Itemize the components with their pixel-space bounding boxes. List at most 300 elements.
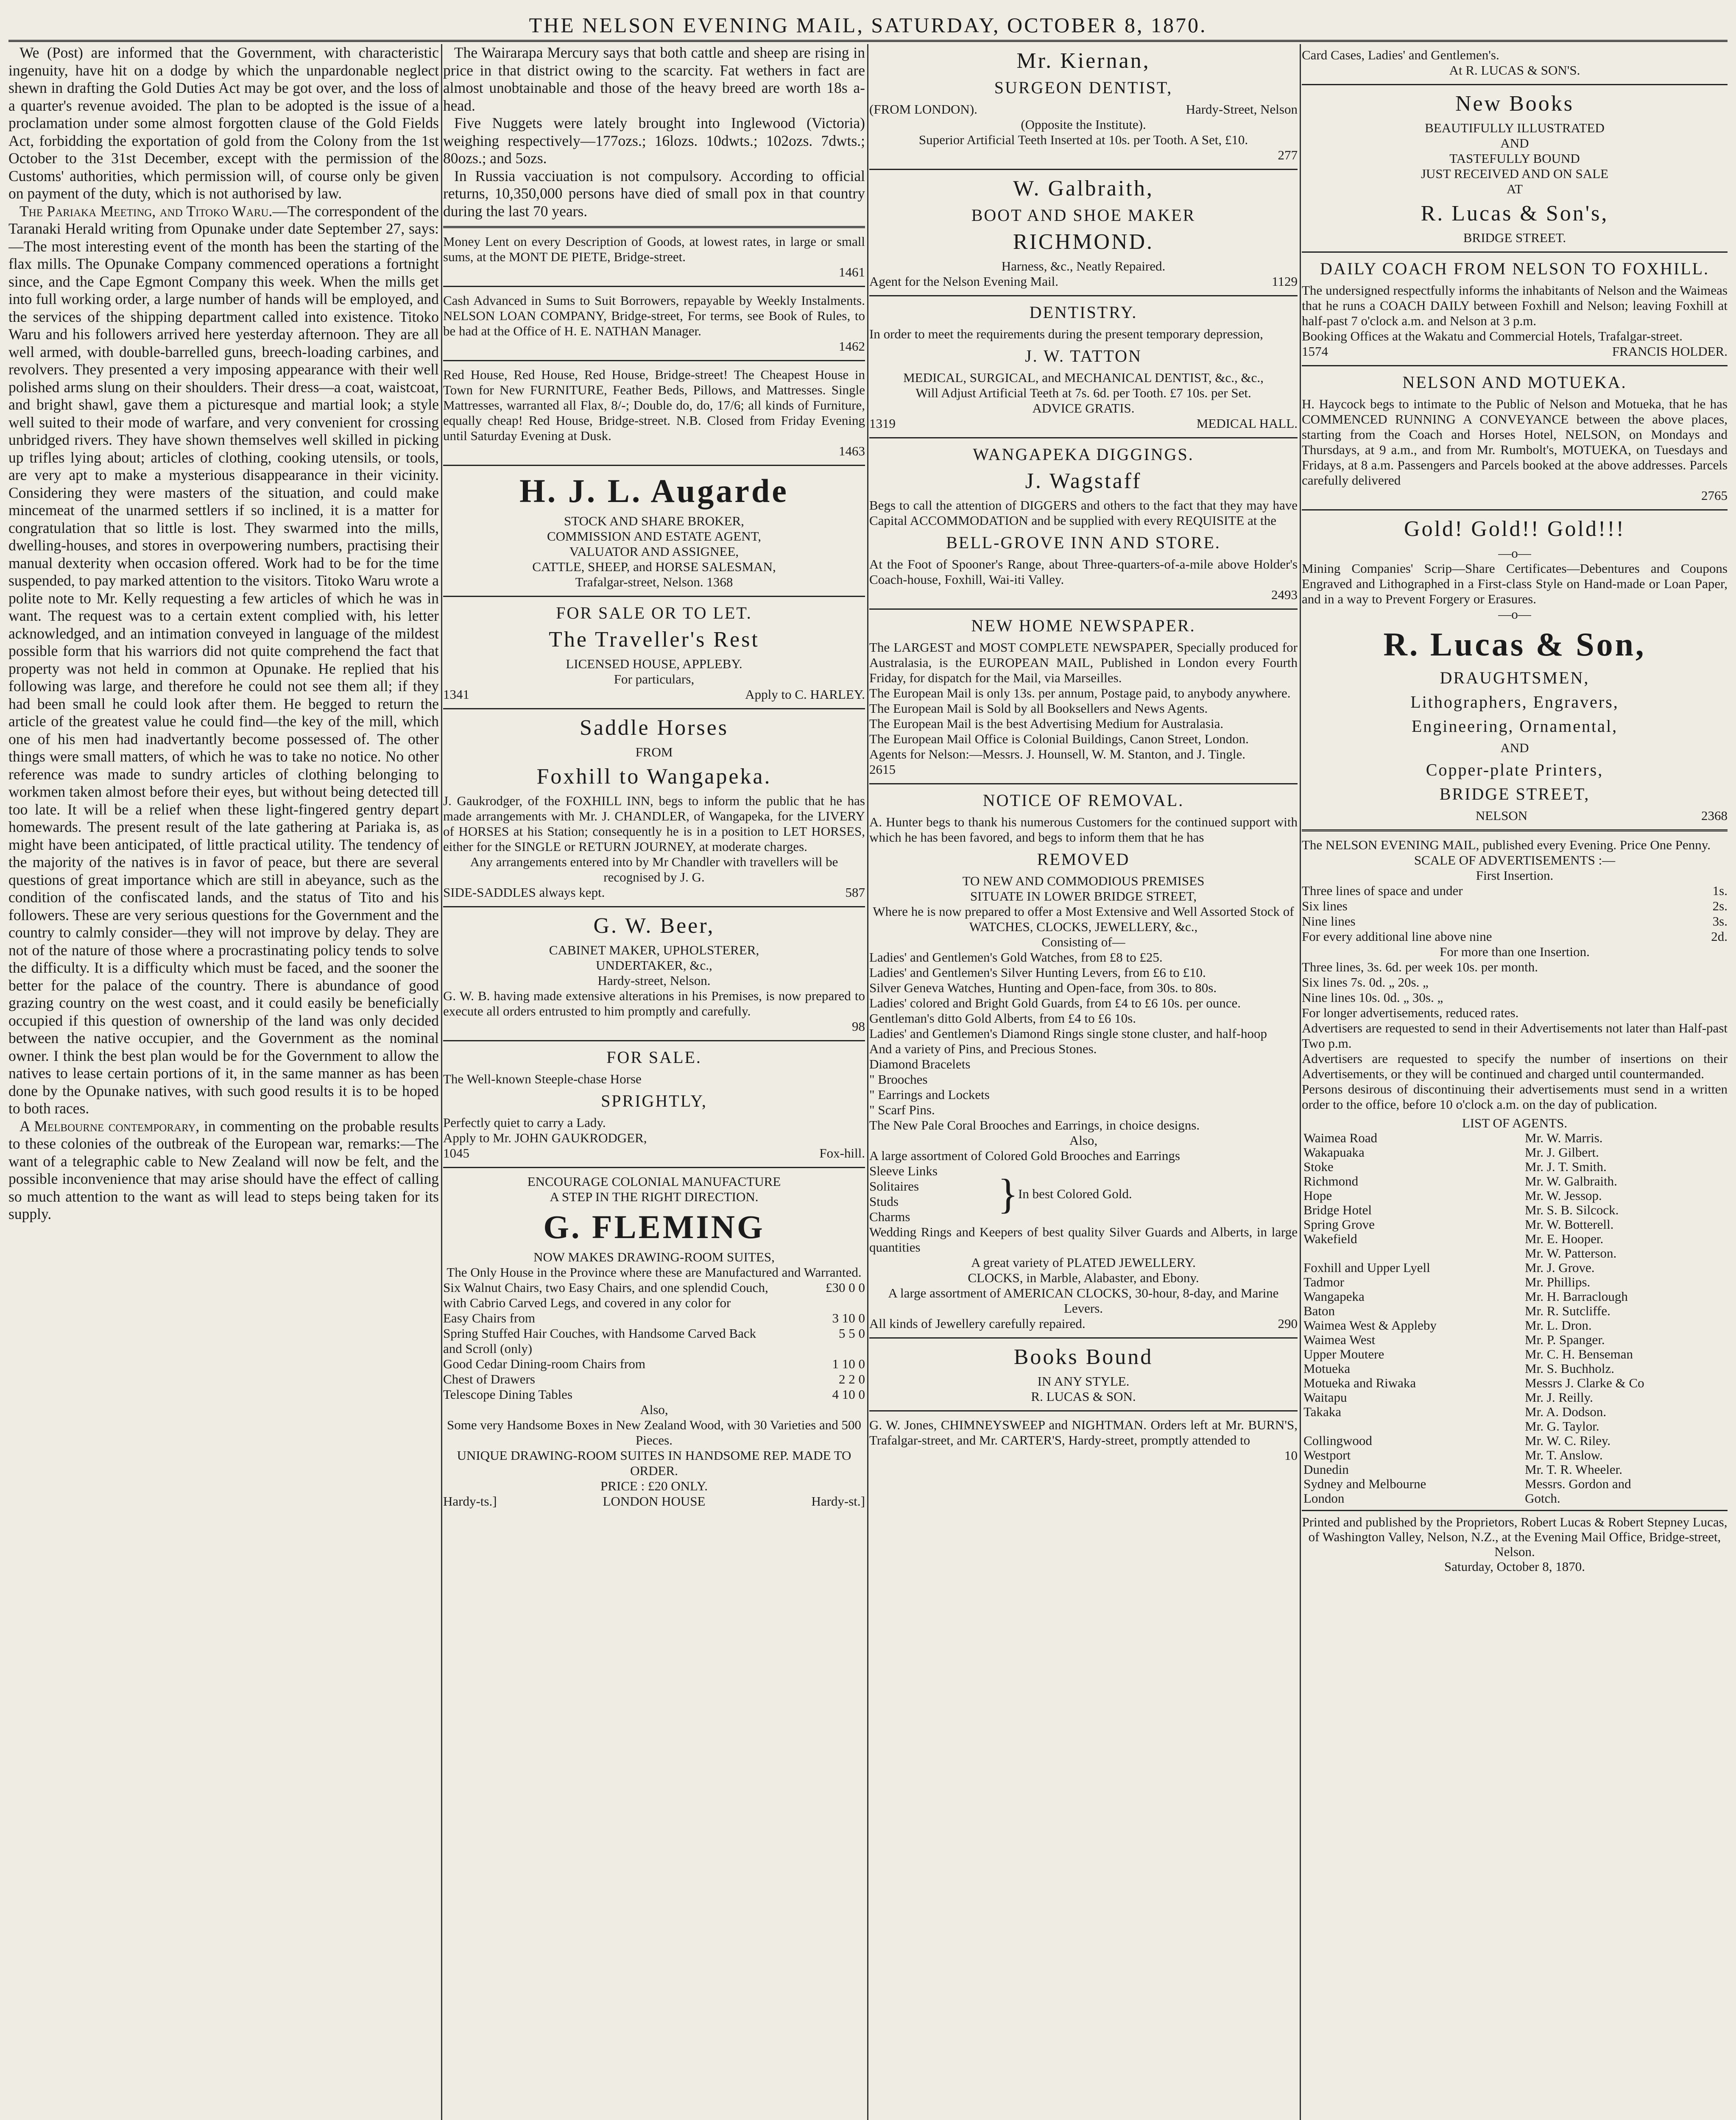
ad-line: MEDICAL HALL. [1196, 416, 1298, 431]
rate-row [1302, 929, 1728, 944]
ad-wangapeka [869, 444, 1298, 603]
ad-heading: FOR SALE OR TO LET. [556, 603, 752, 622]
ad-card-cases [1302, 47, 1728, 78]
price-value: 2 2 0 [839, 1372, 865, 1386]
ad-number: 1341 [443, 687, 469, 702]
ad-line: Also, [1069, 1133, 1098, 1148]
ad-text: Mining Companies' Scrip—Share Certificates—Debentures and Coupons Engraved and Lithographed in a First-class Style on Hand-made or Loan Paper, and in a way to Prevent Forgery or Erasures. [1302, 561, 1728, 606]
price-item: Good Cedar Dining-room Chairs from [443, 1356, 645, 1371]
ad-galbraith [869, 176, 1298, 289]
ad-dentistry [869, 302, 1298, 431]
table-row [1302, 1390, 1728, 1405]
agent-name: Mr. J. T. Smith. [1525, 1159, 1607, 1174]
imprint-date: Saturday, October 8, 1870. [1444, 1559, 1585, 1574]
ad-number: 1462 [839, 339, 865, 354]
ad-number: 290 [1278, 1316, 1298, 1331]
list-item: Silver Geneva Watches, Hunting and Open-face, from 30s. to 80s. [869, 980, 1217, 995]
ad-number: 1129 [1272, 274, 1298, 289]
ad-number: 2765 [1701, 488, 1728, 503]
ad-footer-mid: LONDON HOUSE [603, 1494, 706, 1509]
ad-mont-de-piete [443, 234, 865, 280]
ad-text: The undersigned respectfully informs the inhabitants of Nelson and the Waimeas that he runs a COACH DAILY between Foxhill and Nelson; leaving Foxhill at half-past 7 o'clock a.m. and Nelson at 3 p.m. [1302, 283, 1728, 328]
ad-title: J. Wagstaff [1025, 469, 1142, 493]
ad-line: BEAUTIFULLY ILLUSTRATED [1425, 120, 1605, 135]
ad-text: A. Hunter begs to thank his numerous Customers for the continued support with which he has been favored, and begs to inform them that he has [869, 815, 1298, 845]
table-row [1302, 1203, 1728, 1217]
ad-text: The European Mail is only 13s. per annum, Postage paid, to anybody anywhere. [869, 686, 1291, 700]
ad-line: Where he is now prepared to offer a Most Extensive and Well Assorted Stock of [873, 904, 1294, 919]
agent-place: Motueka [1303, 1361, 1351, 1376]
agent-name: Mr. W. Botterell. [1525, 1217, 1614, 1232]
table-row [1302, 1188, 1728, 1203]
ad-beer [443, 913, 865, 1034]
divider [869, 169, 1298, 170]
ad-line: BRIDGE STREET, [1439, 784, 1590, 803]
agent-place: Collingwood [1303, 1433, 1372, 1448]
ad-text: Any arrangements entered into by Mr Chandler with travellers will be recognised by J. G. [470, 854, 838, 884]
ad-line: First Insertion. [1476, 868, 1554, 883]
table-row [1302, 1434, 1728, 1448]
price-value: 4 10 0 [832, 1387, 865, 1402]
ad-line: AT [1507, 181, 1523, 196]
table-row [1302, 1491, 1728, 1506]
price-item: Spring Stuffed Hair Couches, with Handsome Carved Back and Scroll (only) [443, 1326, 756, 1356]
price-row [443, 1280, 865, 1311]
ad-line: Some very Handsome Boxes in New Zealand Wood, with 30 Varieties and 500 Pieces. [447, 1417, 861, 1448]
ad-line: UNDERTAKER, &c., [596, 958, 712, 973]
ad-line: BOOT AND SHOE MAKER [971, 206, 1196, 225]
divider [869, 1410, 1298, 1411]
ad-footer [443, 1494, 865, 1509]
ad-text: G. W. B. having made extensive alterations in his Premises, is now prepared to execute all orders entrusted to him promptly and carefully. [443, 988, 865, 1018]
table-row [1302, 1376, 1728, 1390]
ad-line: The Only House in the Province where these are Manufactured and Warranted. [447, 1265, 862, 1280]
ad-footer-left: Hardy-ts.] [443, 1494, 497, 1509]
ad-number: 587 [845, 885, 865, 900]
ad-line: Also, [640, 1402, 668, 1417]
ad-line: IN ANY STYLE. [1037, 1374, 1130, 1389]
ad-text: Agents for Nelson:—Messrs. J. Hounsell, W. M. Stanton, and J. Tingle. [869, 747, 1245, 762]
agent-place: Motueka and Riwaka [1303, 1375, 1416, 1390]
column-news-1 [8, 44, 439, 2120]
agents-list [1302, 1116, 1728, 1506]
ad-line: For more than one Insertion. [1440, 944, 1590, 959]
ad-number: 277 [1278, 148, 1298, 162]
agent-name: Mr. T. R. Wheeler. [1525, 1462, 1622, 1477]
agent-name: Mr. H. Barraclough [1525, 1289, 1628, 1304]
price-item: Easy Chairs from [443, 1311, 535, 1325]
price-item: Six Walnut Chairs, two Easy Chairs, and one splendid Couch, with Cabrio Carved Legs, and covered in any color for [443, 1280, 768, 1310]
ad-saddle-horses [443, 715, 865, 900]
divider [1302, 251, 1728, 253]
divider [869, 295, 1298, 296]
agent-name: Mr. W. Marris. [1525, 1130, 1603, 1145]
ad-line: Wedding Rings and Keepers of best quality Silver Guards and Alberts, in large quantities [869, 1225, 1298, 1255]
ad-number: 1463 [839, 444, 865, 458]
agent-place: Wangapeka [1303, 1289, 1365, 1304]
divider [443, 1167, 865, 1168]
price-row [443, 1387, 865, 1402]
agent-name: Mr. S. Buchholz. [1525, 1361, 1615, 1376]
agent-place: Wakapuaka [1303, 1145, 1365, 1160]
ad-line: Consisting of— [1041, 934, 1125, 949]
agent-place: Stoke [1303, 1159, 1334, 1174]
ad-title: G. FLEMING [543, 1208, 765, 1245]
list-item: Ladies' colored and Bright Gold Guards, from £4 to £6 10s. per ounce. [869, 996, 1241, 1010]
agent-name: Mr. W. Galbraith. [1525, 1174, 1617, 1188]
ad-line: ENCOURAGE COLONIAL MANUFACTURE [527, 1174, 781, 1189]
ad-lucas-son [1302, 516, 1728, 823]
ad-line: Engineering, Ornamental, [1411, 717, 1618, 736]
ad-line: PRICE : £20 ONLY. [600, 1478, 708, 1493]
divider [1302, 365, 1728, 366]
agent-name: Gotch. [1525, 1491, 1560, 1506]
list-item: Solitaires [869, 1179, 919, 1194]
table-row [1302, 1405, 1728, 1419]
agent-place [1302, 1246, 1523, 1261]
ad-line: COMMISSION AND ESTATE AGENT, [547, 529, 762, 544]
ad-line: MEDICAL, SURGICAL, and MECHANICAL DENTIST, &c., &c., [903, 370, 1264, 385]
list-item: Gentleman's ditto Gold Alberts, from £4 to £6 10s. [869, 1011, 1136, 1026]
ad-title: Books Bound [1013, 1345, 1153, 1369]
rate-row [1302, 883, 1728, 898]
ad-line: In best Colored Gold. [1018, 1186, 1132, 1201]
ad-text: Advertisers are requested to specify the number of insertions on their Advertisements, or they will be continued and charged until countermanded. [1302, 1051, 1728, 1081]
agent-name: Mr. W. C. Riley. [1525, 1433, 1611, 1448]
ad-line: The Well-known Steeple-chase Horse [443, 1071, 642, 1086]
ad-line: Fox-hill. [819, 1146, 865, 1160]
ad-line: BELL-GROVE INN AND STORE. [946, 533, 1221, 552]
agent-name: Mr. J. Gilbert. [1525, 1145, 1599, 1160]
ad-text: H. Haycock begs to intimate to the Public of Nelson and Motueka, that he has COMMENCED RUNNING A CONVEYANCE between the above places, starting from the Coach and Horses Hotel, NELSON, on Mondays and Thursdays, at 9 a.m., and from Mr. Rumbolt's, MOTUEKA, on Tuesdays and Fridays, at 8 a.m. Passengers and Parcels booked at the above addresses. Parcels carefully delivered [1302, 396, 1728, 488]
ad-line: All kinds of Jewellery carefully repaired. [869, 1316, 1086, 1331]
ad-text: J. Gaukrodger, of the FOXHILL INN, begs to inform the public that he has made arrangements with Mr. J. CHANDLER, of Wangapeka, for the LIVERY of HORSES at his Station; consequently he is in a position to LET HORSES, either for the SINGLE or RETURN JOURNEY, at moderate charges. [443, 793, 865, 854]
article-melbourne [8, 1118, 439, 1223]
list-item: Diamond Bracelets [869, 1057, 971, 1071]
table-row [1302, 1174, 1728, 1188]
divider [443, 906, 865, 907]
agent-place: Dunedin [1303, 1462, 1349, 1477]
ad-line: Hardy-street, Nelson. [597, 973, 711, 988]
news-item: Five Nuggets were lately brought into Inglewood (Victoria) weighing respectively—177ozs.; 16lozs. 10dwts.; 102ozs. 7dwts.; 80ozs.; and 5ozs. [443, 114, 865, 167]
list-item: The New Pale Coral Brooches and Earrings, in choice designs. [869, 1118, 1200, 1133]
divider [443, 360, 865, 361]
divider [443, 596, 865, 597]
rate-price: 3s. [1712, 914, 1728, 929]
divider [869, 783, 1298, 784]
divider [1302, 509, 1728, 510]
agent-name: Mr. J. Grove. [1525, 1260, 1595, 1275]
agent-place: Waimea West & Appleby [1303, 1318, 1437, 1333]
column-divider [867, 44, 868, 2120]
ad-line: AND [1500, 136, 1529, 151]
agent-name: Mr. G. Taylor. [1525, 1419, 1599, 1434]
ad-line: UNIQUE DRAWING-ROOM SUITES IN HANDSOME REP. MADE TO ORDER. [457, 1448, 851, 1478]
rate-label: Nine lines [1302, 914, 1356, 929]
column-divider [1300, 44, 1301, 2120]
ad-number: 1319 [869, 416, 896, 431]
ad-title: New Books [1455, 92, 1574, 116]
ad-line: A large assortment of Colored Gold Brooches and Earrings [869, 1148, 1180, 1163]
ornament-icon: —o— [1498, 607, 1531, 622]
ad-line: WATCHES, CLOCKS, JEWELLERY, &c., [969, 919, 1198, 934]
ad-line: NOW MAKES DRAWING-ROOM SUITES, [533, 1250, 775, 1264]
list-item: " Brooches [869, 1072, 928, 1087]
ad-line: R. LUCAS & SON. [1031, 1389, 1136, 1404]
table-row [1302, 1145, 1728, 1160]
table-row [1302, 1448, 1728, 1462]
ad-title: The Traveller's Rest [549, 628, 759, 652]
agent-name: Mr. W. Patterson. [1525, 1246, 1617, 1261]
column-ads-2 [443, 44, 865, 2120]
price-row [443, 1372, 865, 1387]
price-row [443, 1311, 865, 1326]
agent-place: Richmond [1303, 1174, 1359, 1188]
ad-kiernan [869, 48, 1298, 163]
ad-heading: H. J. L. Augarde [519, 472, 789, 509]
ad-number: 2615 [869, 762, 896, 777]
ad-line: Perfectly quiet to carry a Lady. [443, 1115, 606, 1130]
agent-name: Mr. L. Dron. [1525, 1318, 1592, 1333]
ad-line: CATTLE, SHEEP, and HORSE SALESMAN, [532, 559, 776, 574]
divider [443, 708, 865, 709]
ad-text: Persons desirous of discontinuing their advertisements must send in a written order to the office, before 10 o'clock a.m. on the day of publication. [1302, 1082, 1728, 1112]
table-row [1302, 1477, 1728, 1491]
news-item: In Russia vacciuation is not compulsory. According to official returns, 10,350,000 persons have died of small pox in that country during the last 70 years. [443, 167, 865, 220]
table-row [1302, 1462, 1728, 1477]
divider [443, 465, 865, 466]
ad-text: Advertisers are requested to send in their Advertisements not later than Half-past Two p.m. [1302, 1021, 1728, 1051]
price-row [443, 1326, 865, 1356]
ad-line: JUST RECEIVED AND ON SALE [1421, 166, 1609, 181]
list-item: " Earrings and Lockets [869, 1087, 990, 1102]
ad-heading: FOR SALE. [606, 1048, 702, 1067]
ad-heading: WANGAPEKA DIGGINGS. [973, 445, 1194, 464]
column-divider [441, 44, 442, 2120]
article-lead: A Melbourne contemporary, [20, 1117, 200, 1135]
rate-row [1302, 898, 1728, 914]
ad-text: Card Cases, Ladies' and Gentlemen's. [1302, 47, 1499, 62]
agent-name: Mr. P. Spanger. [1525, 1332, 1605, 1347]
divider [869, 437, 1298, 438]
list-item: Ladies' and Gentlemen's Diamond Rings single stone cluster, and half-hoop [869, 1026, 1267, 1041]
ad-line: STOCK AND SHARE BROKER, [564, 513, 744, 528]
ad-text: Booking Offices at the Wakatu and Commercial Hotels, Trafalgar-street. [1302, 329, 1683, 343]
ad-line: Nine lines 10s. 0d. „ 30s. „ [1302, 990, 1443, 1005]
ad-text: The European Mail Office is Colonial Buildings, Canon Street, London. [869, 731, 1249, 746]
column-ads-4 [1302, 44, 1728, 2120]
ad-line: Harness, &c., Neatly Repaired. [1001, 259, 1166, 273]
ad-line: RICHMOND. [1013, 230, 1154, 254]
ad-text: The European Mail is the best Advertising Medium for Australasia. [869, 716, 1224, 731]
table-row [1302, 1232, 1728, 1246]
divider [1302, 829, 1728, 831]
divider [869, 1337, 1298, 1339]
ad-title: J. W. TATTON [1025, 346, 1142, 365]
agent-place: Westport [1303, 1448, 1351, 1462]
ad-augarde [443, 472, 865, 590]
agent-name: Mr. Phillips. [1525, 1275, 1591, 1289]
agent-place: Hope [1303, 1188, 1332, 1203]
ad-line: SURGEON DENTIST, [994, 78, 1173, 97]
table-row [1302, 1419, 1728, 1434]
article-gold-duties: We (Post) are informed that the Government, with characteristic ingenuity, have hit on a dodge by which the unpardonable neglect shewn in drafting the Gold Duties Act may be got over, and the loss of a quarter's revenue avoided. The plan to be adopted is the issue of a proclamation under some almost forgotten clause of the Gold Fields Act, forbidding the exportation of gold from the Colony from the 1st October to the 31st December, except with the permission of the Customs' authorities, which permission will, of course only be given on payment of the duty, which is not authorised by law. [8, 44, 439, 202]
table-row [1302, 1347, 1728, 1361]
ad-jones [869, 1417, 1298, 1463]
ad-text: Begs to call the attention of DIGGERS and others to the fact that they may have Capital ACCOMMODATION and be supplied with every REQUISITE at the [869, 498, 1298, 528]
agent-place: Upper Moutere [1303, 1347, 1384, 1361]
ad-line: For longer advertisements, reduced rates. [1302, 1005, 1519, 1020]
ad-line: DRAUGHTSMEN, [1440, 668, 1590, 687]
ad-title: R. Lucas & Son, [1383, 626, 1646, 663]
ad-line: Six lines 7s. 0d. „ 20s. „ [1302, 975, 1429, 990]
ornament-icon: —o— [1498, 546, 1531, 561]
agent-name: Messrs. Gordon and [1525, 1476, 1631, 1491]
masthead: THE NELSON EVENING MAIL, SATURDAY, OCTOBER 8, 1870. [529, 13, 1207, 37]
ad-line: CABINET MAKER, UPHOLSTERER, [549, 943, 759, 957]
article-body: in commenting on the probable results to these colonies of the outbreak of the European war, remarks:—The want of a telegraphic cable to New Zealand will now be felt, and the possible inconvenience that may arise should have the effect of calling so much attention to the want as will lead to steps being taken for its supply. [8, 1117, 439, 1222]
rate-price: 2s. [1712, 898, 1728, 913]
ad-line: REMOVED [1037, 850, 1130, 869]
ad-text: In order to meet the requirements during the present temporary depression, [869, 326, 1263, 341]
rate-price: 2d. [1711, 929, 1728, 944]
list-item: Ladies' and Gentlemen's Gold Watches, from £8 to £25. [869, 950, 1163, 965]
ad-title: R. Lucas & Son's, [1421, 201, 1609, 226]
table-row [1302, 1304, 1728, 1318]
divider [869, 608, 1298, 610]
ad-heading: NEW HOME NEWSPAPER. [971, 616, 1196, 635]
brace-icon: } [998, 1170, 1018, 1217]
divider [443, 226, 865, 228]
agent-place: Wakefield [1303, 1231, 1357, 1246]
ad-heading: SCALE OF ADVERTISEMENTS :— [1414, 853, 1616, 868]
ad-travellers-rest [443, 603, 865, 702]
imprint [1302, 1510, 1728, 1574]
ad-text: Cash Advanced in Sums to Suit Borrowers, repayable by Weekly Instalments. NELSON LOAN COMPANY, Bridge-street, For terms, see Book of Rules, to be had at the Office of H. E. NATHAN Manager. [443, 293, 865, 338]
ad-fleming [443, 1174, 865, 1509]
agent-name: Mr. T. Anslow. [1525, 1448, 1603, 1462]
ad-number: 1574 [1302, 344, 1328, 359]
agent-place: London [1303, 1491, 1345, 1506]
ad-line: LICENSED HOUSE, APPLEBY. [566, 656, 742, 671]
agent-place: Waimea Road [1303, 1130, 1377, 1145]
divider [443, 1040, 865, 1041]
agent-place [1302, 1419, 1523, 1434]
price-value: £30 0 0 [826, 1280, 865, 1295]
price-value: 5 5 0 [839, 1326, 865, 1341]
agent-place: Baton [1303, 1303, 1335, 1318]
list-item: " Scarf Pins. [869, 1102, 935, 1117]
ad-sprightly [443, 1047, 865, 1161]
ad-hunter-removal [869, 790, 1298, 1331]
agent-place: Foxhill and Upper Lyell [1303, 1260, 1430, 1275]
article-body: —The correspondent of the Taranaki Herald writing from Opunake under date September 27, says:—The most interesting event of the month has been the starting of the flax mills. The Opunake Company commenced operations a fortnight since, and the Cape Egmont Company this week. When the mills get into full working order, a large number of hands will be employed, and the services of the shipping department called into existence. Titoko Waru and his followers arrived here yesterday afternoon. They are all well armed, with double-barrelled guns, breech-loading carbines, and revolvers. They presented a very imposing appearance with their well polished arms slung on their shoulders. Their dress—a coat, waistcoat, and bright shawl, gave them a picturesque and martial look; a style well suited to their mode of warfare, and very convenient for crossing unbridged rivers. They have shown themselves well skilled in picking up trifles lying about; articles of clothing, cooking utensils, or tools, are very apt to make a mysterious disappearance in their vicinity. Considering they were masters of the situation, and could make mincemeat of the unarmed settlers if so inclined, it is a matter for congratulation that so little is lost. They swarmed into the mills, dwelling-houses, and stores in overpowering numbers, practising their manual dexterity when occasion offered. Work had to be for the time suspended, to pay marked attention to the visitors. Titoko Waru wrote a polite note to Mr. Kelly requesting a few articles of which he was in want. The request was to a certain extent complied with, his letter acknowledged, and an intimation conveyed in language of the mildest possible form that his warriors did not quite comprehend the fact that property was not held in common at Opunake. He replied that his following was large, and therefore he could not see them all; if they had been small he could look after them. He begged to return the article of the greatest value he could find—the key of the mill, which one of his men had inadvertantly become possessed of. The other things were small matters, of which he was to take no notice. No other reference was made to sundry articles of clothing belonging to workmen taken almost before their eyes, but without being detected till too late. It will be a relief when these light-fingered gentry depart homewards. The present result of the late gathering at Pariaka is, as might have been anticipated, of little practical utility. The tendency of the majority of the natives is in favor of peace, but there are several questions of great importance which are still in abeyance, such as the condition of the confiscated lands, and the status of Tito and his followers. These are very serious questions for the Government and the country to calmly consider—they will not improve by delay. They are not of the nature of those where a procrastinating policy tends to solve the difficulty. It is a difficulty which must be faced, and the sooner the better for the palace of the country. There is abundance of good grazing country on the west coast, and it could easily be beneficially occupied if this question of ownership of the land was only decided between the native occupier, and the Government as the nominal owner. I think the best plan would be for the Government to allow the natives to lease certain portions of it, in the same manner as has been done by the Opunake natives, with such good results it is to be hoped to both races. [8, 202, 439, 1117]
ad-number: 1461 [839, 265, 865, 279]
ad-footer-right: Hardy-st.] [811, 1494, 865, 1509]
ad-line: Trafalgar-street, Nelson. 1368 [575, 575, 733, 589]
list-item: Sleeve Links [869, 1163, 938, 1178]
ad-text: G. W. Jones, CHIMNEYSWEEP and NIGHTMAN. Orders left at Mr. BURN'S, Trafalgar-street, and Mr. CARTER'S, Hardy-street, promptly attended to [869, 1417, 1298, 1448]
ad-line: Apply to Mr. JOHN GAUKRODGER, [443, 1130, 647, 1145]
ad-daily-coach [1302, 259, 1728, 359]
agent-place: Bridge Hotel [1303, 1202, 1372, 1217]
news-item: The Wairarapa Mercury says that both cattle and sheep are rising in price in that district owing to the scarcity. Fat wethers in fact are almost unobtainable and those of the heavy breed are worth 18s a-head. [443, 44, 865, 114]
article-lead: The Pariaka Meeting, and Titoko Waru. [20, 202, 273, 220]
agent-place: Waimea West [1303, 1332, 1376, 1347]
ad-line: At R. LUCAS & SON'S. [1449, 63, 1580, 78]
ad-line: A great variety of PLATED JEWELLERY. [971, 1255, 1196, 1270]
ad-line: NELSON [1475, 808, 1528, 823]
imprint-text: Printed and published by the Proprietors, Robert Lucas & Robert Stepney Lucas, of Washington Valley, Nelson, N.Z., at the Evening Mail Office, Bridge-street, Nelson. [1302, 1515, 1728, 1559]
ad-heading: NELSON AND MOTUEKA. [1402, 373, 1627, 392]
agent-name: Mr. W. Jessop. [1525, 1188, 1602, 1203]
ad-line: SITUATE IN LOWER BRIDGE STREET, [970, 889, 1197, 904]
gold-group [869, 1163, 1298, 1225]
ad-line: Agent for the Nelson Evening Mail. [869, 274, 1058, 289]
ad-heading: DENTISTRY. [1029, 303, 1138, 322]
masthead-rule [8, 40, 1728, 42]
price-row [443, 1356, 865, 1372]
price-item: Chest of Drawers [443, 1372, 535, 1386]
table-row [1302, 1361, 1728, 1376]
ad-number: 2368 [1701, 808, 1728, 823]
article-pariaka [8, 203, 439, 1118]
price-item: Telescope Dining Tables [443, 1387, 573, 1402]
ad-heading: Gold! Gold!! Gold!!! [1404, 517, 1625, 541]
ad-title: Mr. Kiernan, [1016, 49, 1150, 73]
ad-line: Copper-plate Printers, [1426, 760, 1604, 779]
rate-label: Three lines of space and under [1302, 883, 1463, 898]
ad-title: SPRIGHTLY, [601, 1091, 707, 1110]
ad-line: FROM [635, 745, 673, 759]
ad-heading: LIST OF AGENTS. [1462, 1116, 1568, 1130]
ad-title: W. Galbraith, [1013, 176, 1154, 201]
table-row [1302, 1289, 1728, 1304]
list-item: Ladies' and Gentlemen's Silver Hunting Levers, from £6 to £10. [869, 965, 1206, 980]
table-row [1302, 1275, 1728, 1289]
ad-heading: DAILY COACH FROM NELSON TO FOXHILL. [1320, 259, 1710, 278]
ad-line: TASTEFULLY BOUND [1449, 151, 1580, 166]
ad-number: 10 [1284, 1448, 1298, 1463]
ad-line: VALUATOR AND ASSIGNEE, [569, 544, 739, 559]
ad-nelson-motueka [1302, 372, 1728, 503]
agent-name: Mr. E. Hooper. [1525, 1231, 1604, 1246]
ad-title: Saddle Horses [580, 716, 728, 740]
ad-new-books [1302, 91, 1728, 245]
ad-line: AND [1500, 740, 1529, 755]
table-row [1302, 1246, 1728, 1261]
ad-text: Money Lent on every Description of Goods, at lowest rates, in large or small sums, at the MONT DE PIETE, Bridge-street. [443, 234, 865, 264]
ad-text: At the Foot of Spooner's Range, about Three-quarters-of-a-mile above Holder's Coach-house, Foxhill, Wai-iti Valley. [869, 557, 1298, 587]
rate-row [1302, 914, 1728, 929]
table-row [1302, 1261, 1728, 1275]
ad-number: 98 [852, 1019, 865, 1034]
ad-books-bound [869, 1345, 1298, 1404]
ad-text: The LARGEST and MOST COMPLETE NEWSPAPER, Specially produced for Australasia, is the EUROPEAN MAIL, Published in London every Fourth Friday, for dispatch for the Mail, via Marseilles. [869, 640, 1298, 685]
list-item: And a variety of Pins, and Precious Stones. [869, 1041, 1097, 1056]
ad-number: 2493 [1271, 587, 1298, 602]
agent-name: Messrs J. Clarke & Co [1525, 1375, 1644, 1390]
ad-rates [1302, 837, 1728, 1112]
ad-line: Superior Artificial Teeth Inserted at 10s. per Tooth. A Set, £10. [918, 132, 1248, 147]
agent-place: Tadmor [1303, 1275, 1344, 1289]
ad-text: The European Mail is Sold by all Booksellers and News Agents. [869, 701, 1208, 716]
price-value: 3 10 0 [832, 1311, 865, 1325]
agent-place: Spring Grove [1303, 1217, 1375, 1232]
agent-name: Mr. A. Dodson. [1525, 1404, 1607, 1419]
agent-place: Waitapu [1303, 1390, 1347, 1405]
rate-label: For every additional line above nine [1302, 929, 1492, 944]
